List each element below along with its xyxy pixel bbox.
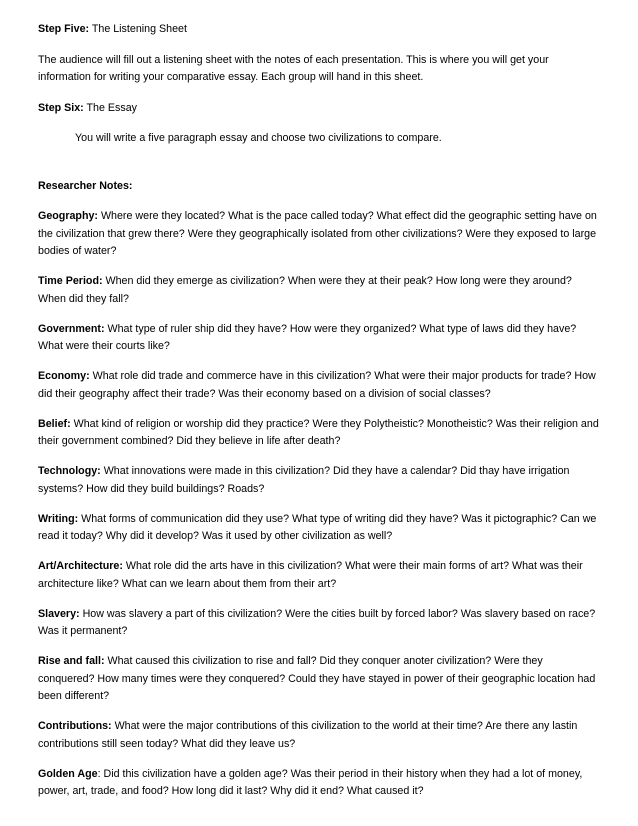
step-six-label: Step Six: [38, 101, 84, 114]
note-text: When did they emerge as civilization? When were they at their peak? How long were they around? When did they fall? [38, 275, 572, 305]
note-text: What kind of religion or worship did they practice? Were they Polytheistic? Monotheistic? Was their religion and their government combined? Did they believe in life after death? [38, 417, 599, 447]
note-writing [38, 511, 602, 546]
note-text: How was slavery a part of this civilization? Were the cities built by forced labor? Was slavery based on race? Was it permanent? [38, 607, 596, 637]
note-government [38, 321, 602, 356]
note-label: Government: [38, 322, 105, 335]
note-geography [38, 208, 602, 261]
note-rise-and-fall [38, 653, 602, 706]
note-belief [38, 416, 602, 451]
step-five-label: Step Five: [38, 23, 90, 35]
note-label: Contributions: [38, 720, 112, 732]
step-six-heading [38, 100, 602, 118]
step-five-title: The Listening Sheet [89, 23, 187, 35]
note-contributions [38, 718, 602, 753]
note-label: Economy: [38, 370, 90, 382]
note-time-period [38, 273, 602, 308]
note-label: Technology: [38, 465, 101, 477]
note-text: What caused this civilization to rise and fall? Did they conquer anoter civilization? Were they conquered? How many times were they conquered? Could they have stayed in power of their geographic location had been different? [38, 655, 596, 702]
step-five-paragraph: The audience will fill out a listening sheet with the notes of each presentation. This is where you will get your information for writing your comparative essay. Each group will hand in this sheet. [38, 53, 549, 83]
note-art-architecture [38, 558, 602, 593]
note-label: Geography: [38, 210, 98, 222]
note-text: : Did this civilization have a golden age? Was their period in their history when they had a lot of money, power, art, trade, and food? How long did it last? Why did it end? What caused it? [38, 767, 583, 797]
researcher-notes-list [38, 208, 602, 801]
note-label: Art/Architecture: [38, 560, 123, 572]
note-label: Belief: [38, 417, 71, 430]
note-text: What were the major contributions of this civilization to the world at their time? Are there any lastin contributions still seen today? What did they leave us? [38, 720, 578, 750]
note-text: What role did trade and commerce have in this civilization? What were their major products for trade? How did their geography affect their trade? Was their economy based on a division of social classes? [38, 370, 596, 400]
note-label: Slavery: [38, 607, 80, 620]
note-technology [38, 463, 602, 498]
note-text: What role did the arts have in this civilization? What were their main forms of art? What was their architecture like? What can we learn about them from their art? [38, 560, 583, 590]
researcher-notes-heading: Researcher Notes: [38, 179, 133, 192]
note-label: Golden Age [38, 767, 98, 780]
step-five-heading [38, 21, 602, 39]
step-six-title: The Essay [83, 101, 137, 114]
note-label: Time Period: [38, 275, 103, 287]
note-text: What type of ruler ship did they have? How were they organized? What type of laws did they have? What were their courts like? [38, 322, 577, 352]
note-label: Rise and fall: [38, 655, 105, 667]
note-text: What forms of communication did they use? What type of writing did they have? Was it pictographic? Can we read it today? Why did it develop? Was it used by other civilization as well? [38, 512, 597, 542]
note-text: What innovations were made in this civilization? Did they have a calendar? Did thay have irrigation systems? How did they build buildings? Roads? [38, 465, 570, 495]
note-text: Where were they located? What is the pace called today? What effect did the geographic setting have on the civilization that grew there? Were they geographically isolated from other civilizations? Were they exposed to large bodies of water? [38, 210, 597, 257]
note-label: Writing: [38, 512, 79, 525]
note-slavery [38, 606, 602, 641]
note-golden-age [38, 766, 602, 801]
note-economy [38, 368, 602, 403]
step-six-paragraph: You will write a five paragraph essay and choose two civilizations to compare. [75, 132, 442, 144]
